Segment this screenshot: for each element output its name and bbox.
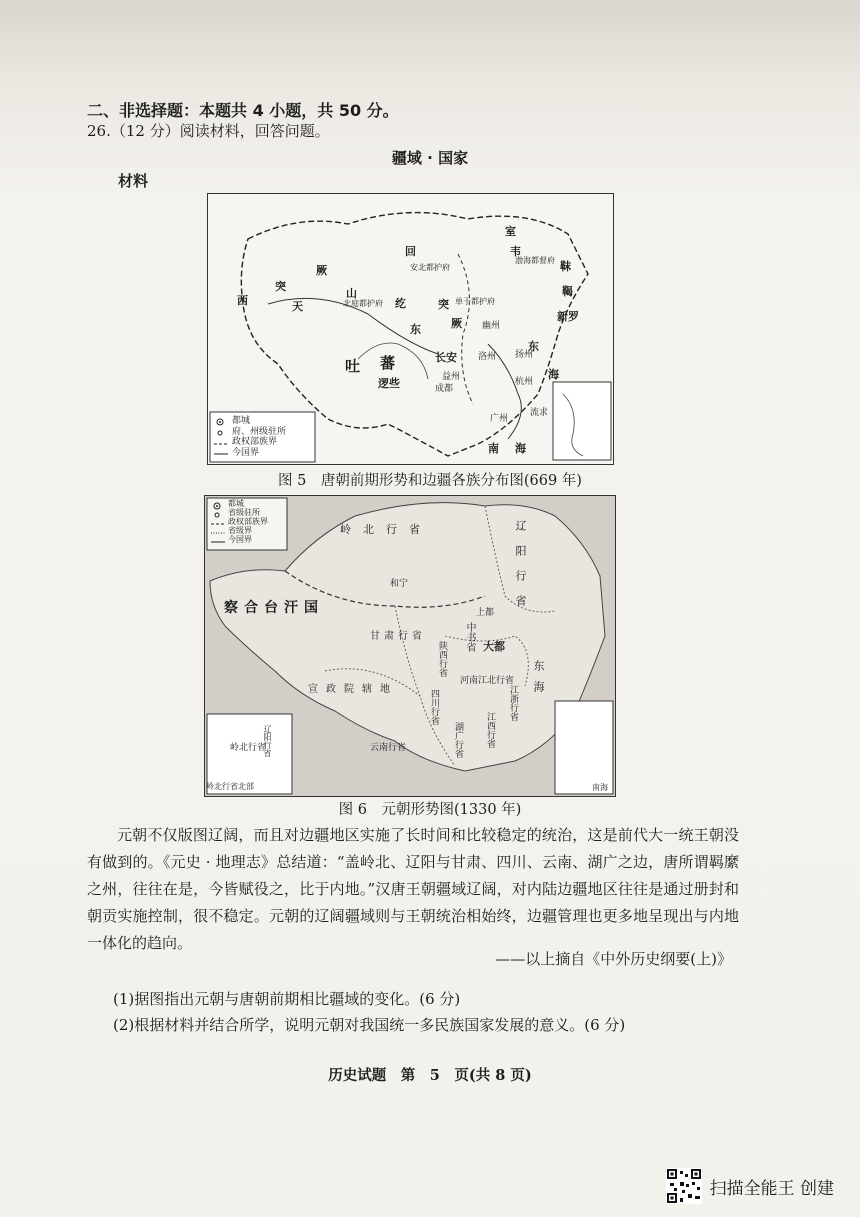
- yuan-label: 湖广行省: [453, 722, 463, 758]
- tang-label: 突: [438, 298, 449, 311]
- tang-legend-item: 都城: [232, 416, 251, 426]
- yuan-label: 江浙行省: [508, 685, 518, 721]
- yuan-label: 辽阳行省: [514, 520, 527, 620]
- tang-legend-item: 府、州级驻所: [232, 426, 287, 437]
- tang-label: 洛州: [478, 352, 497, 362]
- yuan-label: 甘肃行省: [370, 631, 426, 642]
- tang-label: 益州: [442, 372, 461, 382]
- material-paragraph: 元朝不仅版图辽阔，而且对边疆地区实施了长时间和比较稳定的统治，这是前代大一统王朝没有做到的。《元史 · 地理志》总结道：“盖岭北、辽阳与甘肃、四川、云南、湖广之边，唐所谓羁縻之州，往往在是，今皆赋役之，比于内地。”汉唐王朝疆域辽阔，对内陆边疆地区往往是通过册封和朝贡实施控制，很不稳定。元朝的辽阔疆域则与王朝统治相始终，边疆管理也更多地呈现出与内地一体化的趋向。: [87, 826, 739, 952]
- yuan-label: 东海: [532, 660, 545, 702]
- yuan-label: 岭北行省: [230, 743, 267, 753]
- yuan-label: 察合台汗国: [224, 600, 324, 616]
- tang-label: 突: [275, 280, 286, 293]
- tang-legend-item: 今国界: [232, 447, 260, 458]
- yuan-label: 上都: [476, 608, 495, 618]
- tang-label: 南: [488, 442, 499, 455]
- tang-label: 北庭都护府: [343, 299, 383, 308]
- tang-label: 西: [237, 294, 248, 307]
- yuan-label: 岭北行省: [340, 523, 432, 536]
- yuan-label: 江西行省: [485, 712, 495, 748]
- tang-label: 海: [515, 442, 526, 455]
- sub-question-2: (2)根据材料并结合所学，说明元朝对我国统一多民族国家发展的意义。(6 分): [113, 1016, 626, 1034]
- yuan-label: 中书省: [464, 622, 475, 652]
- scanner-watermark: [666, 1168, 834, 1204]
- question-line: 26.（12 分）阅读材料，回答问题。: [87, 122, 330, 140]
- figure6-caption: 图 6 元朝形势图(1330 年): [338, 802, 522, 818]
- material-label: 材料: [118, 172, 149, 190]
- tang-label: 蕃: [380, 354, 396, 372]
- tang-map-legend: [232, 416, 286, 458]
- yuan-label: 大都: [483, 640, 505, 653]
- yuan-map-legend: [228, 499, 268, 544]
- tang-label: 长安: [435, 351, 457, 364]
- yuan-label: 陕西行省: [437, 641, 447, 677]
- figure5-caption: 图 5 唐朝前期形势和边疆各族分布图(669 年): [278, 473, 582, 489]
- tang-label: 室: [505, 225, 516, 238]
- scanner-watermark-text: 扫描全能王 创建: [709, 1178, 834, 1199]
- tang-label: 山: [346, 287, 357, 300]
- yuan-label: 辽阳行省: [263, 725, 272, 757]
- tang-label: 逻些: [378, 377, 400, 390]
- yuan-legend-item: 今国界: [228, 535, 252, 544]
- tang-label: 杭州: [515, 377, 534, 387]
- tang-label: 天: [292, 300, 303, 313]
- tang-label: 韦: [510, 245, 521, 258]
- tang-label: 成都: [435, 384, 454, 394]
- tang-label: 厥: [316, 264, 327, 277]
- tang-label: 回: [405, 245, 416, 258]
- tang-legend-item: 政权部族界: [232, 437, 278, 447]
- section-heading: 二、非选择题：本题共 4 小题，共 50 分。: [87, 101, 399, 120]
- tang-label: 吐: [345, 357, 361, 375]
- tang-label: 幽州: [482, 321, 501, 331]
- tang-label: 厥: [451, 317, 462, 330]
- tang-label: 海: [548, 368, 559, 381]
- tang-label: 靺: [560, 260, 571, 273]
- yuan-label: 四川行省: [429, 689, 439, 725]
- yuan-legend-item: 省级界: [228, 526, 252, 535]
- yuan-label: 云南行省: [370, 743, 407, 753]
- tang-label: 鞨: [562, 285, 573, 298]
- yuan-legend-item: 政权部族界: [228, 517, 268, 526]
- sub-question-1: (1)据图指出元朝与唐朝前期相比疆域的变化。(6 分): [113, 990, 461, 1008]
- tang-label: 新罗: [557, 310, 579, 323]
- page-footer: 历史试题 第 5 页(共 8 页): [328, 1067, 532, 1084]
- tang-label: 安北都护府: [410, 263, 450, 272]
- source-citation: ——以上摘自《中外历史纲要(上)》: [495, 950, 732, 968]
- qr-code-icon: [666, 1168, 702, 1204]
- yuan-label: 宣政院辖地: [308, 684, 398, 695]
- tang-label: 渤海都督府: [515, 256, 555, 265]
- yuan-label: 岭北行省北部: [206, 782, 254, 791]
- yuan-legend-item: 省级驻所: [228, 508, 260, 517]
- tang-label: 东: [410, 323, 421, 336]
- tang-label: 单于都护府: [455, 297, 495, 306]
- yuan-legend-item: 都城: [228, 499, 244, 508]
- material-title: 疆域 · 国家: [391, 149, 469, 167]
- tang-label: 扬州: [515, 350, 534, 360]
- yuan-label: 南海: [592, 783, 608, 792]
- tang-label: 纥: [395, 297, 406, 310]
- yuan-label: 河南江北行省: [460, 676, 515, 686]
- tang-label: 流求: [530, 408, 549, 418]
- tang-label: 东: [528, 340, 539, 353]
- yuan-label: 和宁: [390, 579, 409, 589]
- tang-label: 广州: [490, 414, 509, 424]
